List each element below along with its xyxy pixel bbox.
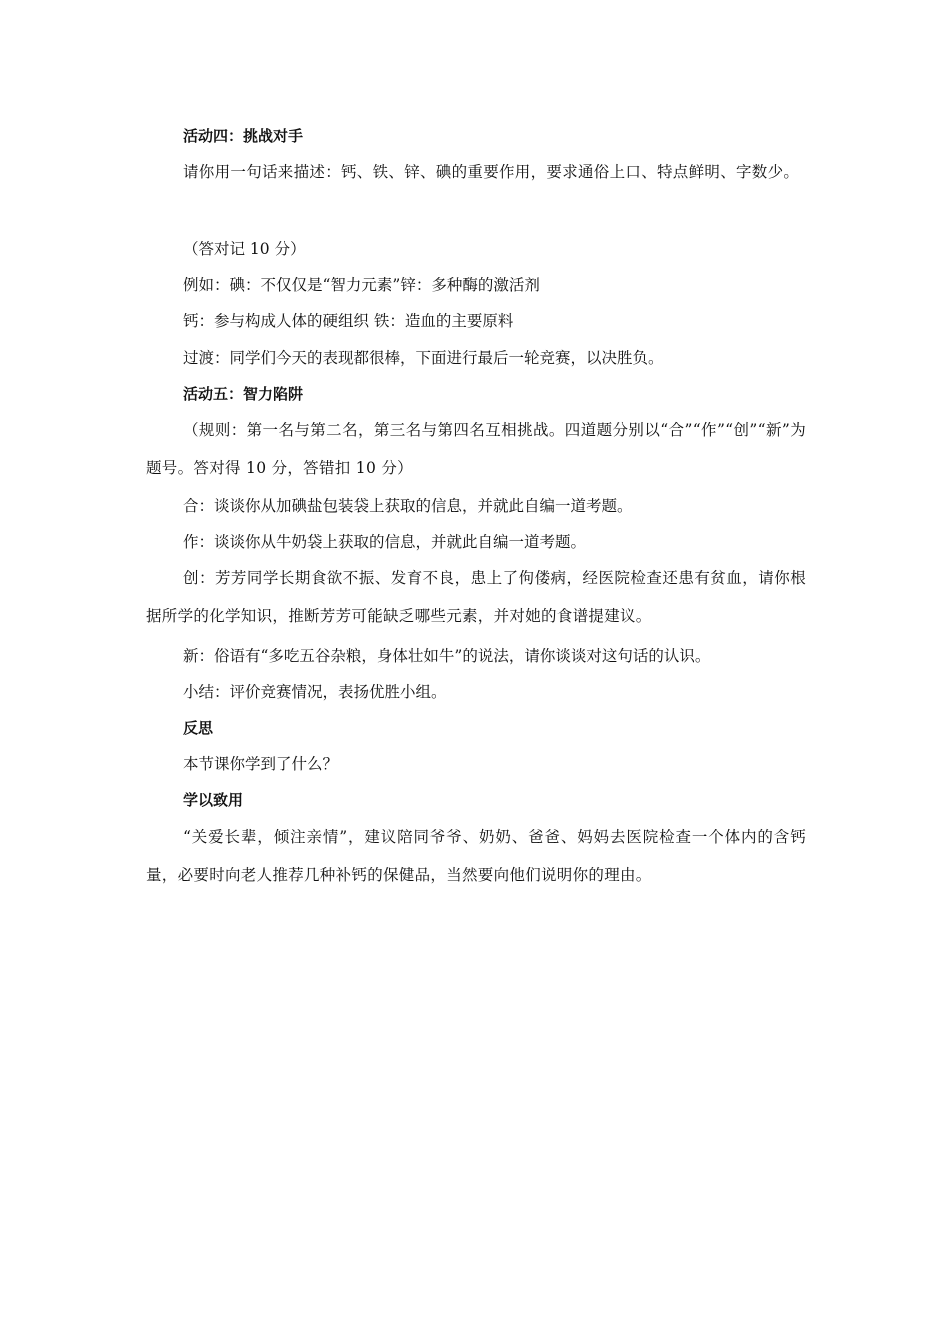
activity4-heading: 活动四：挑战对手 [183, 127, 304, 145]
activity4-prompt: 请你用一句话来描述：钙、铁、锌、碘的重要作用，要求通俗上口、特点鲜明、字数少。 [183, 163, 800, 181]
activity5-summary: 小结：评价竞赛情况，表扬优胜小组。 [183, 683, 447, 701]
reflection-text: 本节课你学到了什么？ [183, 755, 339, 773]
application-heading: 学以致用 [183, 791, 244, 809]
application-text: “关爱长辈，倾注亲情”，建议陪同爷爷、奶奶、爸爸、妈妈去医院检查一个体内的含钙量，必要时向老人推荐几种补钙的保健品，当然要向他们说明你的理由。 [146, 828, 806, 884]
question-zuo: 作：谈谈你从牛奶袋上获取的信息，并就此自编一道考题。 [183, 533, 587, 551]
activity4-example1: 例如：碘：不仅仅是“智力元素”锌：多种酶的激活剂 [183, 276, 540, 294]
activity4-example2: 钙：参与构成人体的硬组织 铁：造血的主要原料 [183, 312, 514, 330]
reflection-heading: 反思 [183, 719, 214, 737]
question-he: 合：谈谈你从加碘盐包装袋上获取的信息，并就此自编一道考题。 [183, 497, 633, 515]
activity5-rules: （规则：第一名与第二名，第三名与第四名互相挑战。四道题分别以“合”“作”“创”“新”为题号。答对得 10 分，答错扣 10 分） [146, 421, 806, 477]
activity4-transition: 过渡：同学们今天的表现都很棒，下面进行最后一轮竞赛，以决胜负。 [183, 349, 664, 367]
question-chuang: 创：芳芳同学长期食欲不振、发育不良，患上了佝偻病，经医院检查还患有贫血，请你根据所学的化学知识，推断芳芳可能缺乏哪些元素，并对她的食谱提建议。 [146, 569, 806, 625]
activity4-scoring: （答对记 10 分） [183, 240, 306, 258]
activity5-heading: 活动五：智力陷阱 [183, 385, 304, 403]
question-xin: 新：俗语有“多吃五谷杂粮，身体壮如牛”的说法，请你谈谈对这句话的认识。 [183, 647, 711, 665]
